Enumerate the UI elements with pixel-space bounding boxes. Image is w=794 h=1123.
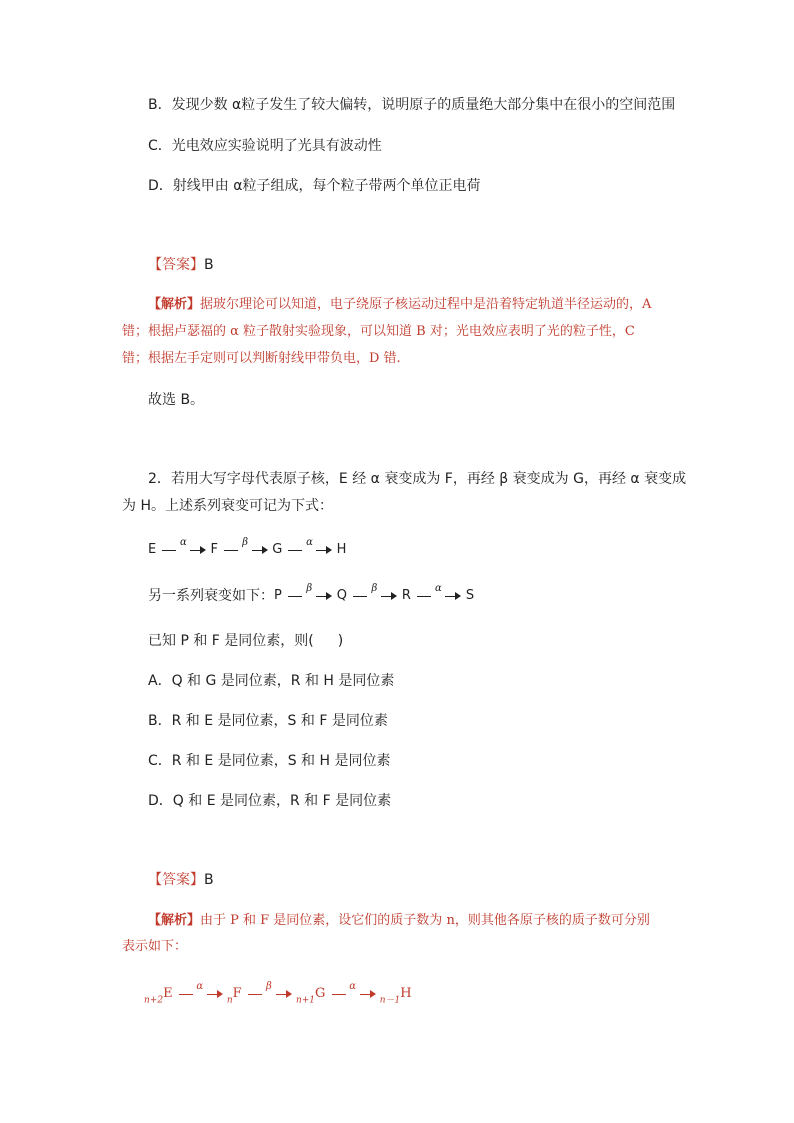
chain2-arrow-3 [415, 583, 461, 605]
chain3-sub-2: n [226, 995, 233, 1006]
chain3-arrow-1 [177, 981, 223, 1003]
q2-analysis-line2: 表示如下： [122, 939, 188, 954]
decay-chain-2 [148, 583, 475, 605]
q2-analysis-text1: 由于 P 和 F 是同位素，设它们的质子数为 n，则其他各原子核的质子数可分别 [200, 913, 650, 928]
q1-option-b: B．发现少数 α粒子发生了较大偏转，说明原子的质量绝大部分集中在很小的空间范围 [148, 97, 676, 113]
chain1-arrow-1-label: α [179, 537, 187, 548]
q1-analysis-line2: 错；根据卢瑟福的 α 粒子散射实验现象，可以知道 B 对；光电效应表明了光的粒子性，C [122, 324, 635, 339]
decay-chain-3 [144, 981, 412, 1010]
chain1-arrow-3 [286, 537, 332, 559]
q2-analysis-label: 【解析】 [148, 913, 201, 928]
chain1-nucleus-f: F [210, 542, 218, 557]
chain3-arrow-3-label: α [349, 981, 356, 992]
chain2-arrow-3-label: α [435, 583, 442, 594]
chain2-arrow-2-label: β [371, 583, 378, 594]
q2-answer-label: 【答案】 [148, 872, 204, 888]
q2-prompt-close: ) [337, 633, 344, 649]
q1-analysis-line3: 错；根据左手定则可以判断射线甲带负电，D 错. [122, 351, 401, 366]
q1-option-d: D．射线甲由 α粒子组成，每个粒子带两个单位正电荷 [148, 178, 481, 194]
chain3-nucleus-e: E [163, 986, 173, 1001]
chain1-nucleus-g: G [272, 542, 283, 557]
q1-analysis-text1: 据玻尔理论可以知道，电子绕原子核运动过程中是沿着特定轨道半径运动的，A [200, 297, 652, 312]
chain2-nucleus-r: R [401, 588, 411, 603]
chain2-arrow-2 [351, 583, 397, 605]
q2-prompt [148, 632, 343, 650]
chain1-arrow-3-label: α [306, 537, 313, 548]
q2-option-a: A．Q 和 G 是同位素，R 和 H 是同位素 [148, 673, 395, 689]
chain3-sub-1: n+2 [144, 995, 164, 1006]
q2-option-c: C．R 和 E 是同位素，S 和 H 是同位素 [148, 753, 391, 769]
q2-answer-value: B [204, 872, 214, 888]
chain1-arrow-2-label: β [242, 537, 249, 548]
chain2-nucleus-s: S [465, 588, 475, 603]
chain3-nucleus-f: F [232, 986, 242, 1001]
q1-conclusion: 故选 B。 [148, 392, 205, 408]
chain1-arrow-2 [222, 537, 268, 559]
chain2-arrow-1-label: β [306, 583, 313, 594]
q1-analysis-label: 【解析】 [148, 297, 201, 312]
chain3-arrow-1-label: α [196, 981, 204, 992]
chain3-sub-4: n－1 [379, 995, 401, 1006]
chain2-nucleus-q: Q [336, 588, 347, 603]
q1-option-c: C．光电效应实验说明了光具有波动性 [148, 138, 382, 154]
q2-option-b: B．R 和 E 是同位素，S 和 F 是同位素 [148, 713, 388, 729]
chain1-nucleus-h: H [336, 542, 347, 557]
chain2-arrow-1 [286, 583, 332, 605]
chain1-nucleus-e: E [148, 542, 157, 557]
q2-option-d: D．Q 和 E 是同位素，R 和 F 是同位素 [148, 793, 392, 809]
chain1-arrow-1 [160, 537, 206, 559]
chain3-nucleus-g: G [315, 986, 326, 1001]
q1-analysis-line1 [148, 296, 651, 314]
q2-prompt-text: 已知 P 和 F 是同位素，则( [148, 633, 314, 649]
q2-answer [148, 871, 214, 889]
chain3-sub-3: n+1 [295, 995, 316, 1006]
q1-answer [148, 256, 214, 274]
chain2-prefix: 另一系列衰变如下： [148, 588, 274, 604]
chain3-arrow-3 [330, 981, 376, 1003]
chain3-arrow-2 [246, 981, 292, 1003]
q1-answer-label: 【答案】 [148, 257, 204, 273]
q1-answer-value: B [204, 257, 214, 273]
q2-stem-line2: 为 H。上述系列衰变可记为下式： [122, 498, 333, 514]
decay-chain-1 [148, 537, 347, 560]
q2-stem-line1: 2．若用大写字母代表原子核，E 经 α 衰变成为 F，再经 β 衰变成为 G，再经 α 衰变成 [148, 471, 687, 487]
q2-analysis-line1 [148, 912, 650, 930]
chain3-nucleus-h: H [400, 986, 412, 1001]
chain2-nucleus-p: P [274, 588, 282, 603]
chain3-arrow-2-label: β [265, 981, 272, 992]
